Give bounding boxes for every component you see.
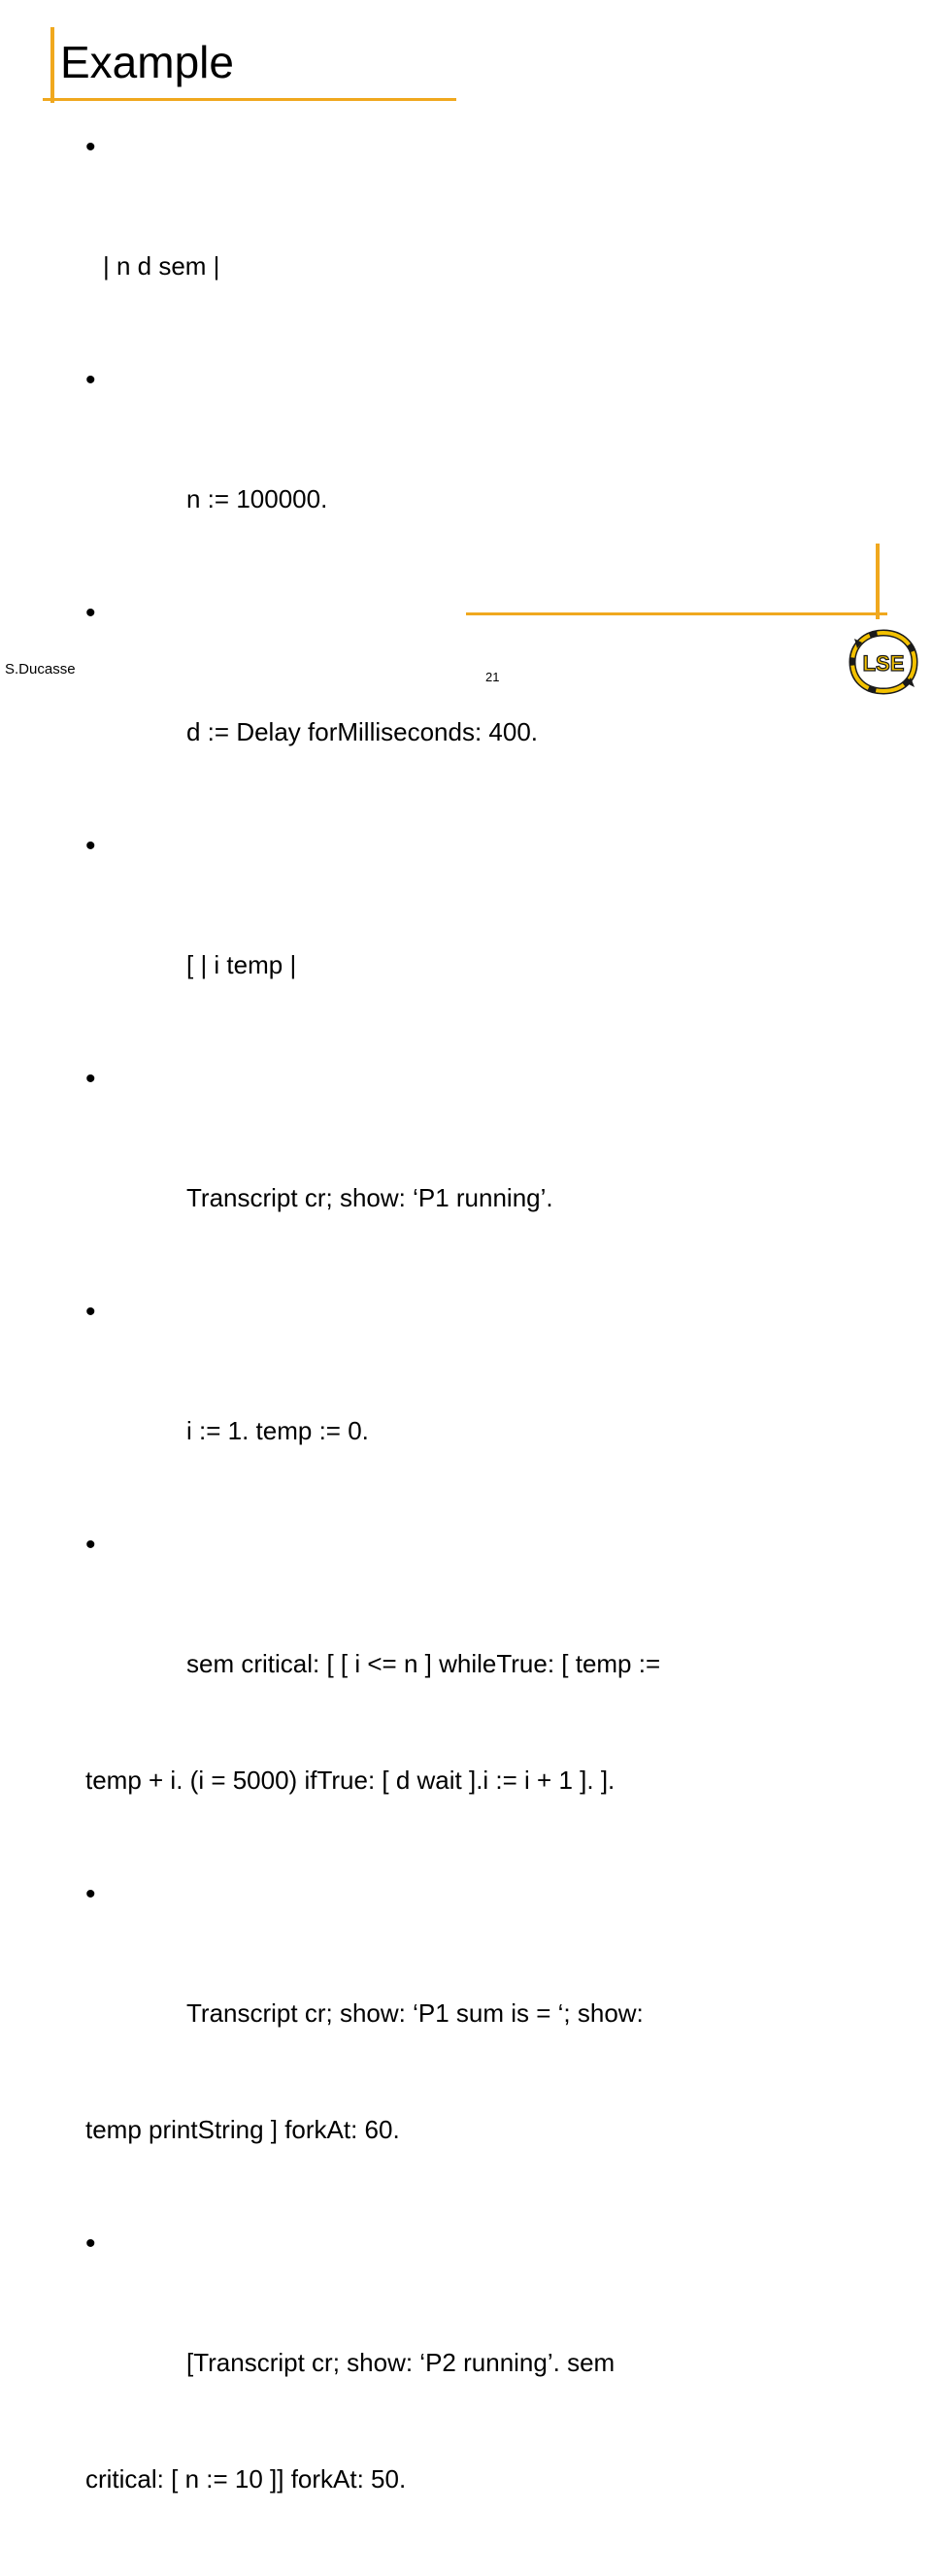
bullet-text: [Transcript cr; show: ‘P2 running’. sem [186,2348,616,2377]
bullet-dot-icon: • [85,1878,96,1910]
bullet-item [85,1295,883,1528]
title-accent-horizontal-line [43,98,456,101]
bullet-dot-icon: • [85,1529,96,1561]
bullet-dot-icon: • [85,597,96,629]
slide-title: Example [60,37,234,87]
bullet-item [85,363,883,596]
bullet-text: d := Delay forMilliseconds: 400. [186,717,539,746]
slide-body [85,130,883,2576]
bullet-text: Transcript cr; show: ‘P1 sum is = ‘; show: [186,1998,644,2028]
bullet-dot-icon: • [85,131,96,163]
bullet-dot-icon: • [85,830,96,862]
bullet-dot-icon: • [85,1063,96,1095]
title-accent-vertical-line [50,27,54,103]
page-number: 21 [485,670,500,684]
bullet-dot-icon: • [85,2228,96,2260]
bullet-text: | n d sem | [103,251,220,281]
bullet-text: i := 1. temp := 0. [186,1416,369,1445]
bullet-item [85,2227,883,2576]
bullet-dot-icon: • [85,364,96,396]
bullet-text: n := 100000. [186,484,328,513]
bullet-continuation-text: temp printString ] forkAt: 60. [85,2115,400,2144]
bullet-text: Transcript cr; show: ‘P1 running’. [186,1183,553,1212]
bullet-item [85,130,883,363]
bullet-continuation-text: temp + i. (i = 5000) ifTrue: [ d wait ].i := i + 1 ]. ]. [85,1766,616,1795]
bullet-item [85,596,883,829]
footer-author: S.Ducasse [5,661,76,677]
bullet-text: sem critical: [ [ i <= n ] whileTrue: [ temp := [186,1649,661,1678]
bullet-item [85,1877,883,2227]
bullet-item [85,1062,883,1295]
bullet-item [85,1528,883,1877]
logo-text: LSE [862,651,905,676]
lse-logo-icon [849,629,918,695]
bullet-continuation-text: critical: [ n := 10 ]] forkAt: 50. [85,2464,407,2493]
bullet-dot-icon: • [85,1296,96,1328]
bullet-item [85,829,883,1062]
bullet-text: [ | i temp | [186,950,297,979]
